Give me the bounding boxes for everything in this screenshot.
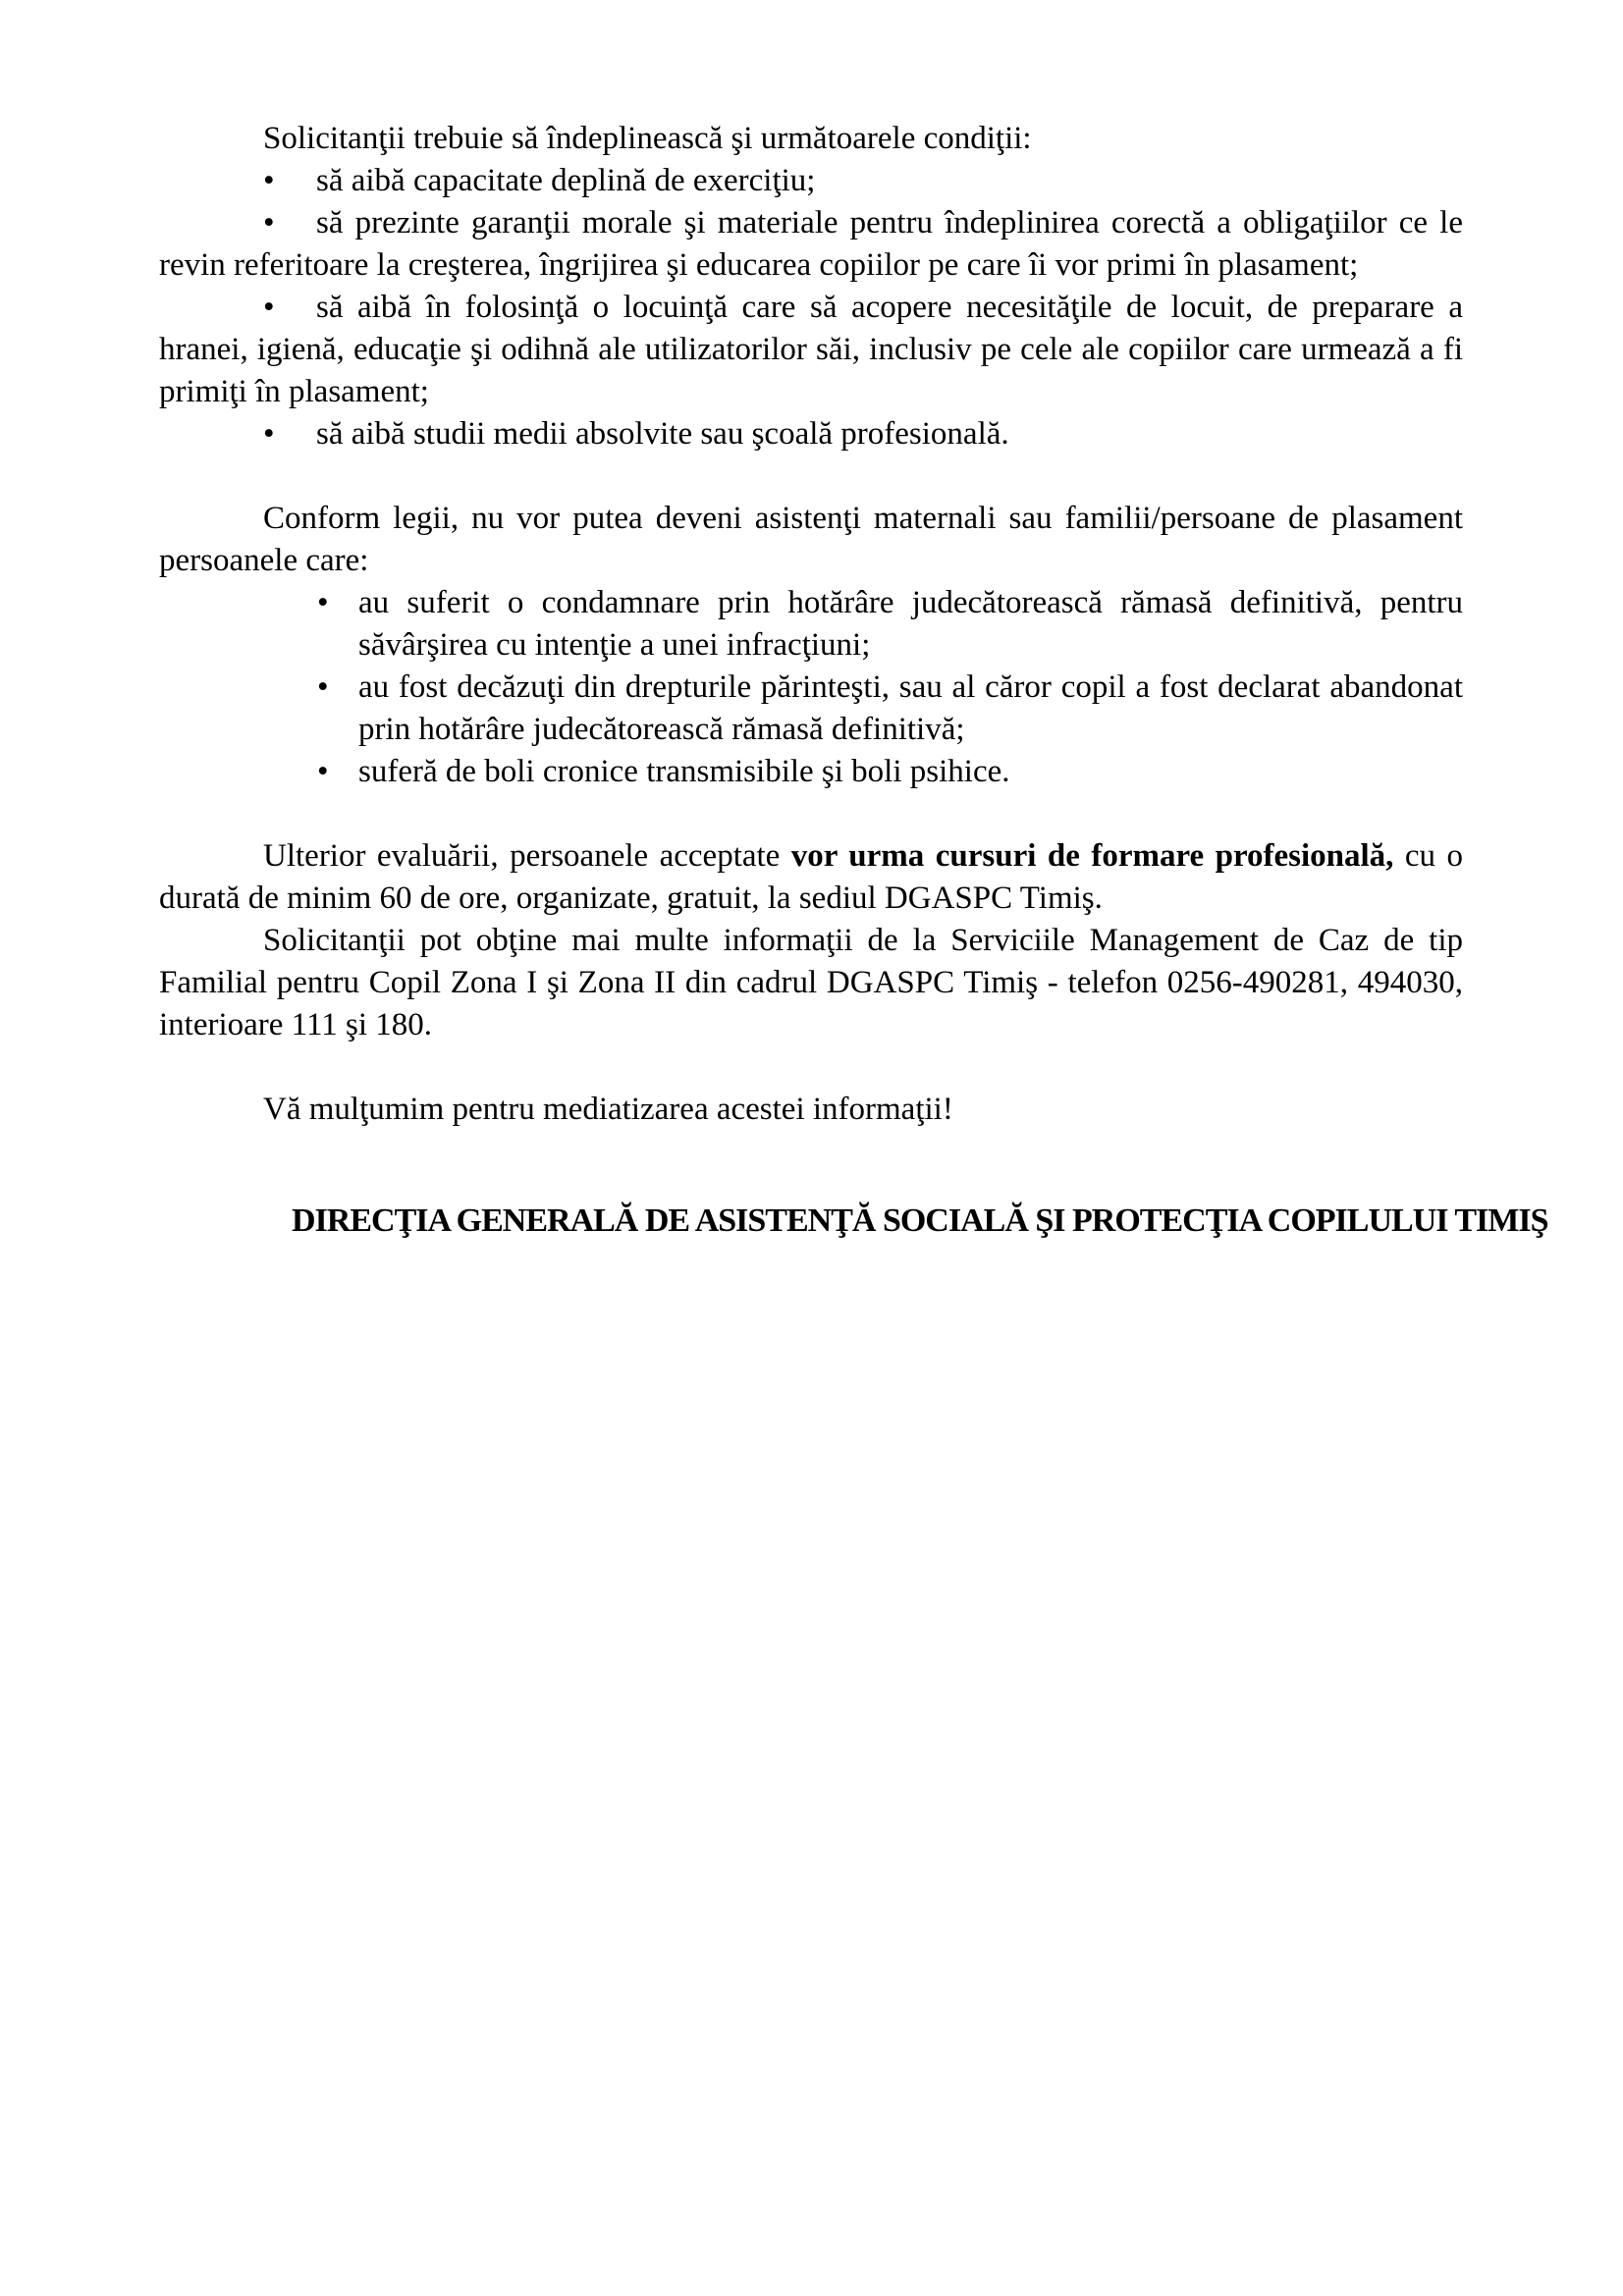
list-item-text: au fost decăzuţi din drepturile părinteşti, sau al căror copil a fost declarat abandonat prin hotărâre judecătorească rămasă definitivă; — [358, 669, 1463, 747]
restrictions-intro-paragraph: Conform legii, nu vor putea deveni asistenţi maternali sau familii/persoane de plasament persoanele care: — [159, 501, 1463, 578]
list-item-text: suferă de boli cronice transmisibile şi boli psihice. — [358, 754, 1010, 789]
bullet-icon: • — [263, 416, 275, 452]
list-item — [159, 287, 1463, 413]
thanks-paragraph: Vă mulţumim pentru mediatizarea acestei informaţii! — [263, 1092, 953, 1127]
list-item-text: să aibă studii medii absolvite sau şcoală profesională. — [316, 416, 1009, 452]
training-text-post: cu o durată de minim 60 de ore, organizate, gratuit, la sediul DGASPC Timiş. — [159, 838, 1463, 916]
bullet-icon: • — [317, 754, 329, 789]
list-item — [159, 751, 1463, 793]
list-item-text: au suferit o condamnare prin hotărâre judecătorească rămasă definitivă, pentru săvârşirea cu intenţie a unei infracţiuni; — [358, 585, 1463, 663]
contact-paragraph: Solicitanţii pot obţine mai multe informaţii de la Serviciile Management de Caz de tip Familial pentru Copil Zona I şi Zona II din cadrul DGASPC Timiş - telefon 0256-490281, 494030, interioare 111 şi 180. — [159, 923, 1463, 1042]
training-paragraph — [159, 835, 1463, 920]
training-text-bold: vor urma cursuri de formare profesională, — [790, 838, 1394, 874]
training-text-pre: Ulterior evaluării, persoanele acceptate — [263, 838, 791, 874]
bullet-icon: • — [263, 163, 275, 198]
restrictions-list — [159, 582, 1463, 793]
list-item — [159, 160, 1463, 202]
bullet-icon: • — [317, 585, 329, 620]
conditions-list — [159, 160, 1463, 455]
list-item-text: să aibă capacitate deplină de exerciţiu; — [316, 163, 816, 198]
bullet-icon: • — [263, 290, 275, 325]
list-item — [159, 202, 1463, 287]
signature-line: DIRECŢIA GENERALĂ DE ASISTENŢĂ SOCIALĂ ŞI PROTECŢIA COPILULUI TIMIŞ — [292, 1202, 1548, 1239]
bullet-icon: • — [263, 205, 275, 240]
bullet-icon: • — [317, 669, 329, 705]
list-item — [159, 667, 1463, 751]
list-item — [159, 413, 1463, 455]
list-item-text: să aibă în folosinţă o locuinţă care să acopere necesităţile de locuit, de preparare a hranei, igienă, educaţie şi odihnă ale utilizatorilor săi, inclusiv pe cele ale copiilor care urmează a fi primiţi în plasament; — [159, 290, 1463, 409]
list-item-text: să prezinte garanţii morale şi materiale pentru îndeplinirea corectă a obligaţiilor ce le revin referitoare la creşterea, îngrijirea şi educarea copiilor pe care îi vor primi în plasament; — [159, 205, 1463, 283]
intro-paragraph: Solicitanţii trebuie să îndeplinească şi următoarele condiţii: — [263, 121, 1032, 156]
list-item — [159, 582, 1463, 667]
